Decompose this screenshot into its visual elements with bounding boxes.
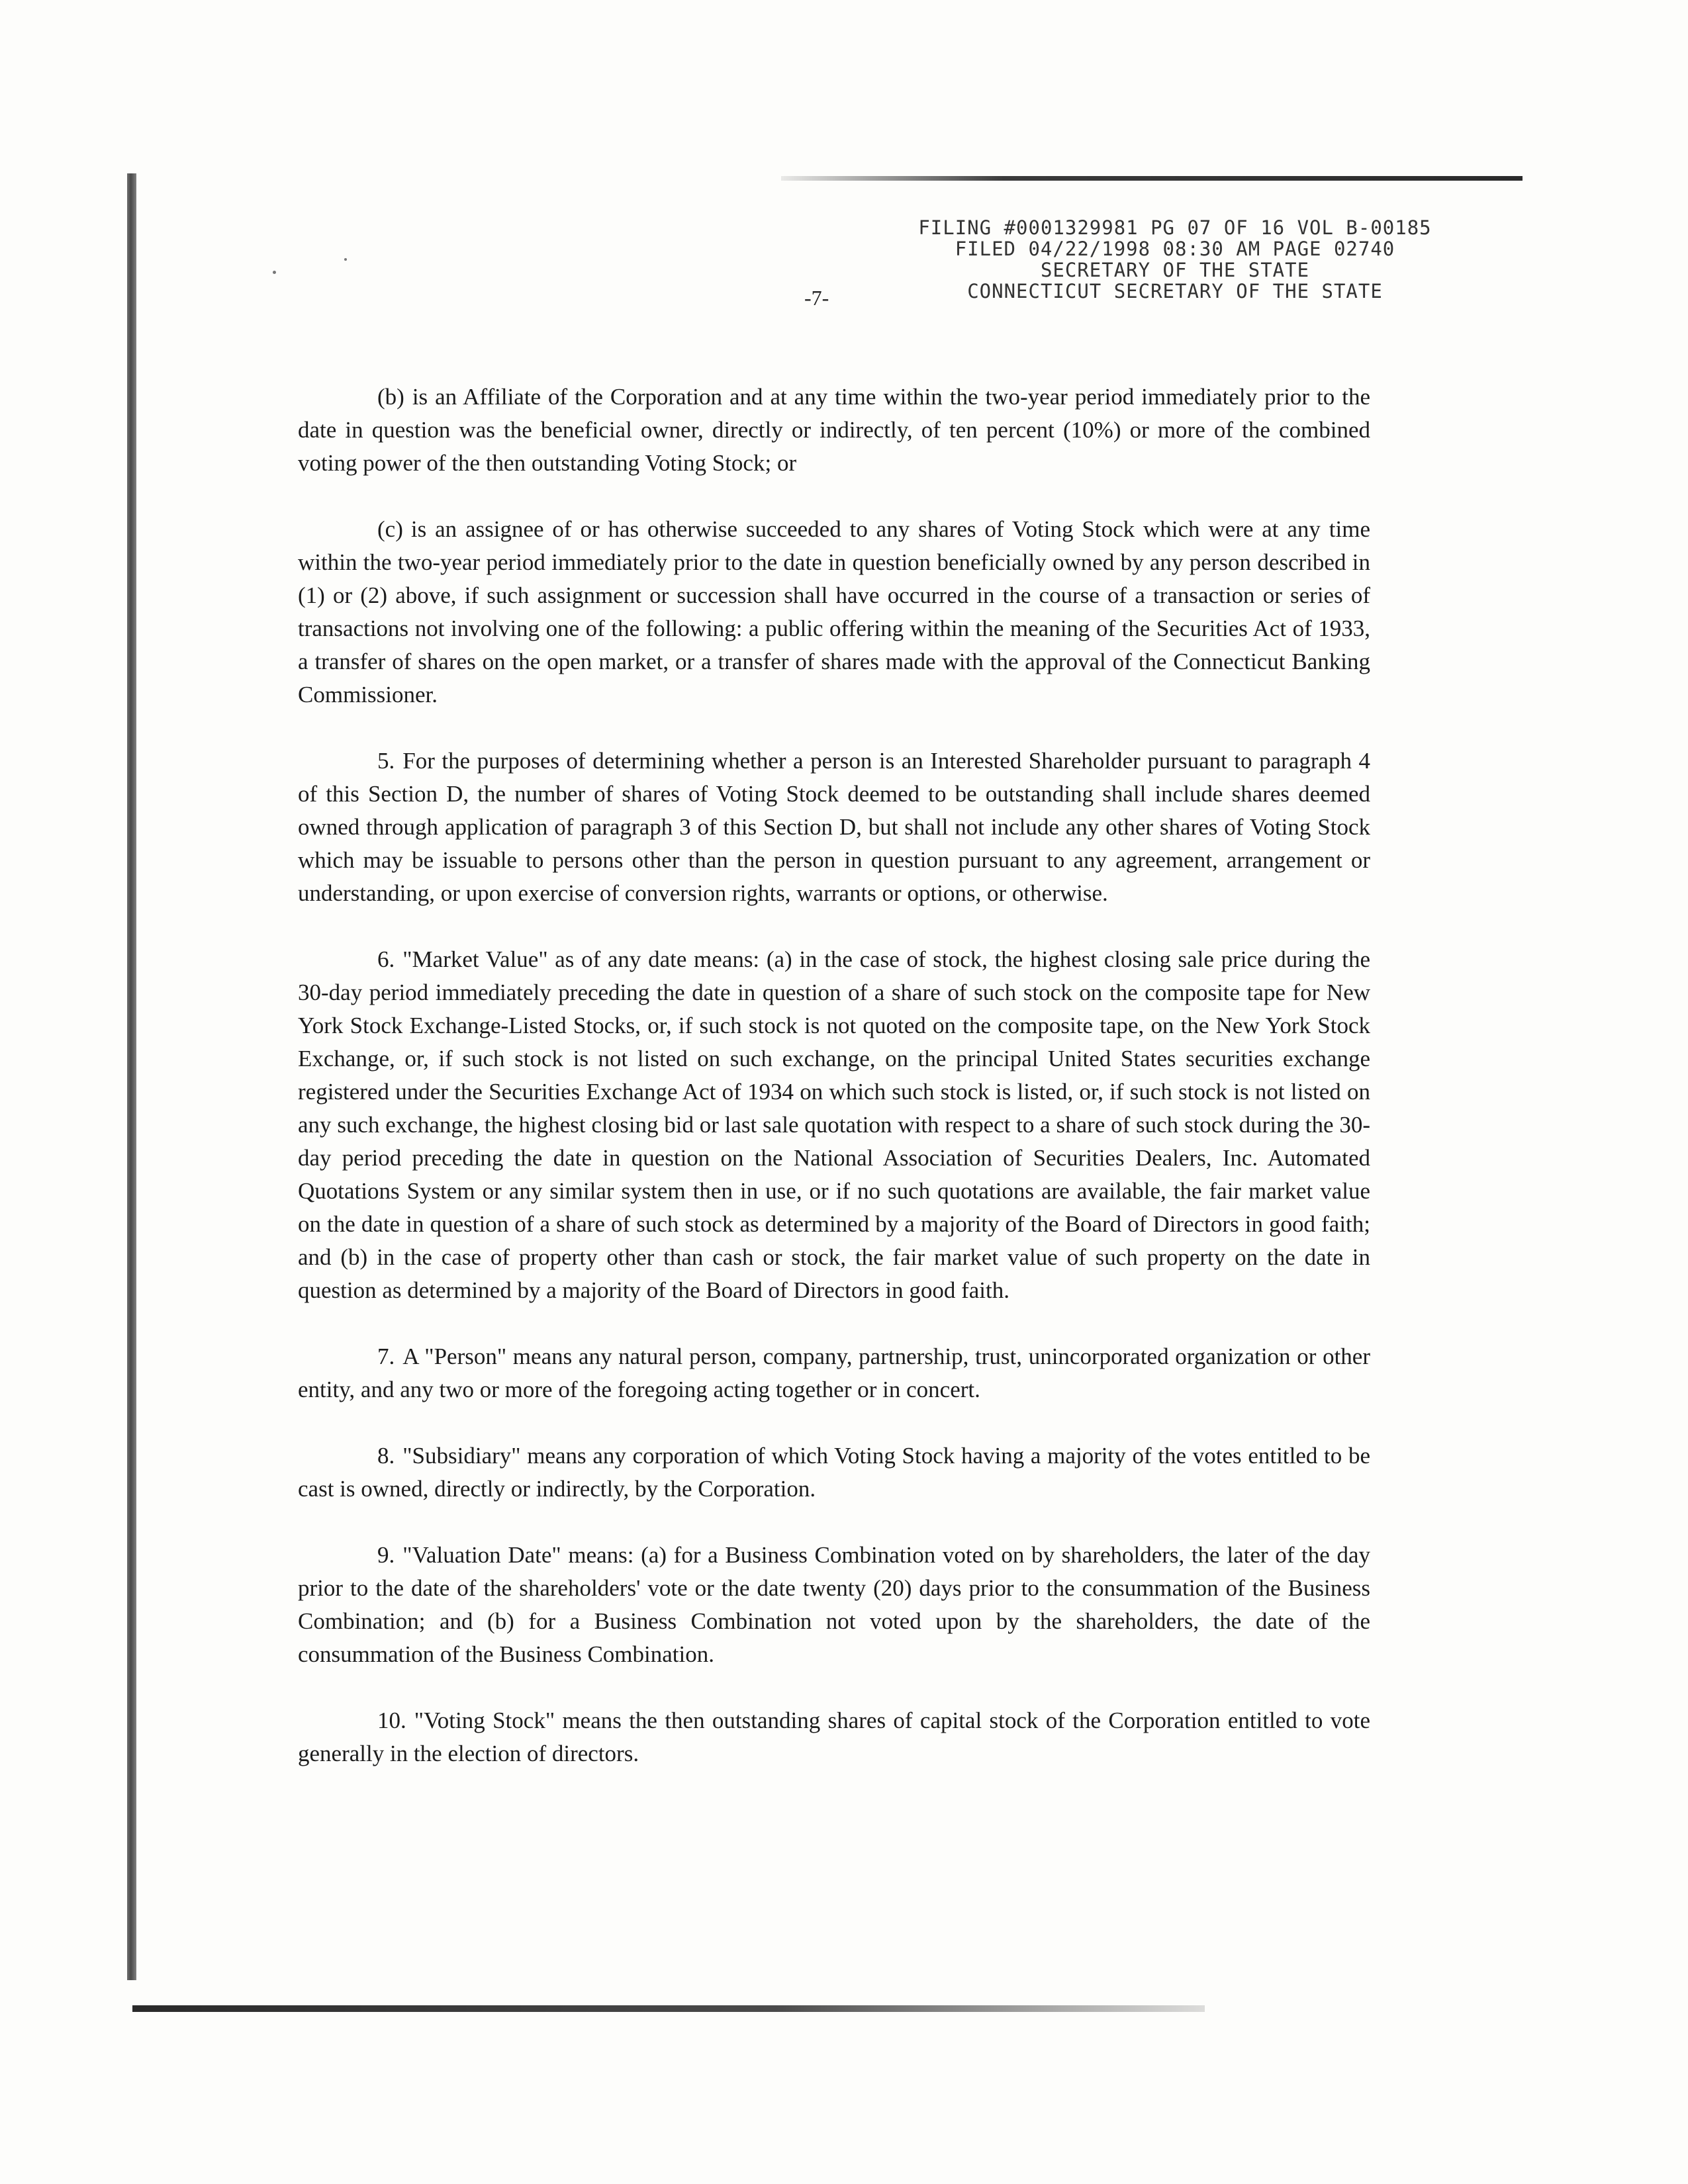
paragraph-b xyxy=(298,381,1370,480)
paragraph-10 xyxy=(298,1704,1370,1770)
paragraph-text: is an assignee of or has otherwise succeeded to any shares of Voting Stock which were at any time within the two-year period immediately prior to the date in question beneficially owned by any person described in (1) or (2) above, if such assignment or succession shall have occurred in the course of a transaction or series of transactions not involving one of the following: a public offering within the meaning of the Securities Act of 1933, a transfer of shares on the open market, or a transfer of shares made with the approval of the Connecticut Banking Commissioner. xyxy=(298,516,1370,707)
stamp-line-3: SECRETARY OF THE STATE xyxy=(1040,259,1310,281)
paragraph-number: (b) xyxy=(377,384,404,410)
paragraph-number: 10. xyxy=(377,1707,406,1733)
paragraph-number: 5. xyxy=(377,748,395,774)
paragraph-text: "Voting Stock" means the then outstanding shares of capital stock of the Corporation entitled to vote generally in the election of directors. xyxy=(298,1707,1370,1766)
stamp-line-4: CONNECTICUT SECRETARY OF THE STATE xyxy=(967,280,1383,302)
scan-top-rule xyxy=(781,176,1523,181)
scan-bottom-rule xyxy=(132,2005,1205,2012)
paragraph-text: "Subsidiary" means any corporation of which Voting Stock having a majority of the votes entitled to be cast is owned, directly or indirectly, by the Corporation. xyxy=(298,1443,1370,1502)
body-text xyxy=(298,381,1370,1803)
paragraph-5 xyxy=(298,745,1370,910)
paragraph-text: "Valuation Date" means: (a) for a Business Combination voted on by shareholders, the later of the day prior to the date of the shareholders' vote or the date twenty (20) days prior to the consummation of the Business Combination; and (b) for a Business Combination not voted upon by the shareholders, the date of the consummation of the Business Combination. xyxy=(298,1542,1370,1667)
stamp-line-1: FILING #0001329981 PG 07 OF 16 VOL B-00185 xyxy=(918,216,1432,239)
paragraph-number: 9. xyxy=(377,1542,395,1568)
paragraph-number: (c) xyxy=(377,516,403,542)
paragraph-text: A "Person" means any natural person, company, partnership, trust, unincorporated organization or other entity, and any two or more of the foregoing acting together or in concert. xyxy=(298,1343,1370,1402)
paragraph-9 xyxy=(298,1539,1370,1671)
paragraph-8 xyxy=(298,1439,1370,1506)
paragraph-number: 8. xyxy=(377,1443,395,1469)
paragraph-number: 7. xyxy=(377,1343,395,1369)
scan-speck xyxy=(344,258,347,261)
filing-stamp xyxy=(861,217,1489,302)
paragraph-6 xyxy=(298,943,1370,1307)
scan-left-edge xyxy=(127,173,136,1980)
paragraph-text: is an Affiliate of the Corporation and at any time within the two-year period immediately prior to the date in question was the beneficial owner, directly or indirectly, of ten percent (10%) or more of the combined voting power of the then outstanding Voting Stock; or xyxy=(298,384,1370,476)
paragraph-7 xyxy=(298,1340,1370,1406)
paragraph-number: 6. xyxy=(377,946,395,972)
page-number: -7- xyxy=(804,286,829,310)
paragraph-text: "Market Value" as of any date means: (a) in the case of stock, the highest closing sale price during the 30-day period immediately preceding the date in question of a share of such stock on the composite tape for New York Stock Exchange-Listed Stocks, or, if such stock is not quoted on the composite tape, on the New York Stock Exchange, or, if such stock is not listed on such exchange, on the principal United States securities exchange registered under the Securities Exchange Act of 1934 on which such stock is listed, or, if such stock is not listed on any such exchange, the highest closing bid or last sale quotation with respect to a share of such stock during the 30-day period preceding the date in question on the National Association of Securities Dealers, Inc. Automated Quotations System or any similar system then in use, or if no such quotations are available, the fair market value on the date in question of a share of such stock as determined by a majority of the Board of Directors in good faith; and (b) in the case of property other than cash or stock, the fair market value of such property on the date in question as determined by a majority of the Board of Directors in good faith. xyxy=(298,946,1370,1303)
paragraph-c xyxy=(298,513,1370,711)
paragraph-text: For the purposes of determining whether a person is an Interested Shareholder pursuant to paragraph 4 of this Section D, the number of shares of Voting Stock deemed to be outstanding shall include shares deemed owned through application of paragraph 3 of this Section D, but shall not include any other shares of Voting Stock which may be issuable to persons other than the person in question pursuant to any agreement, arrangement or understanding, or upon exercise of conversion rights, warrants or options, or otherwise. xyxy=(298,748,1370,906)
stamp-line-2: FILED 04/22/1998 08:30 AM PAGE 02740 xyxy=(955,238,1395,260)
scan-speck xyxy=(273,271,276,274)
